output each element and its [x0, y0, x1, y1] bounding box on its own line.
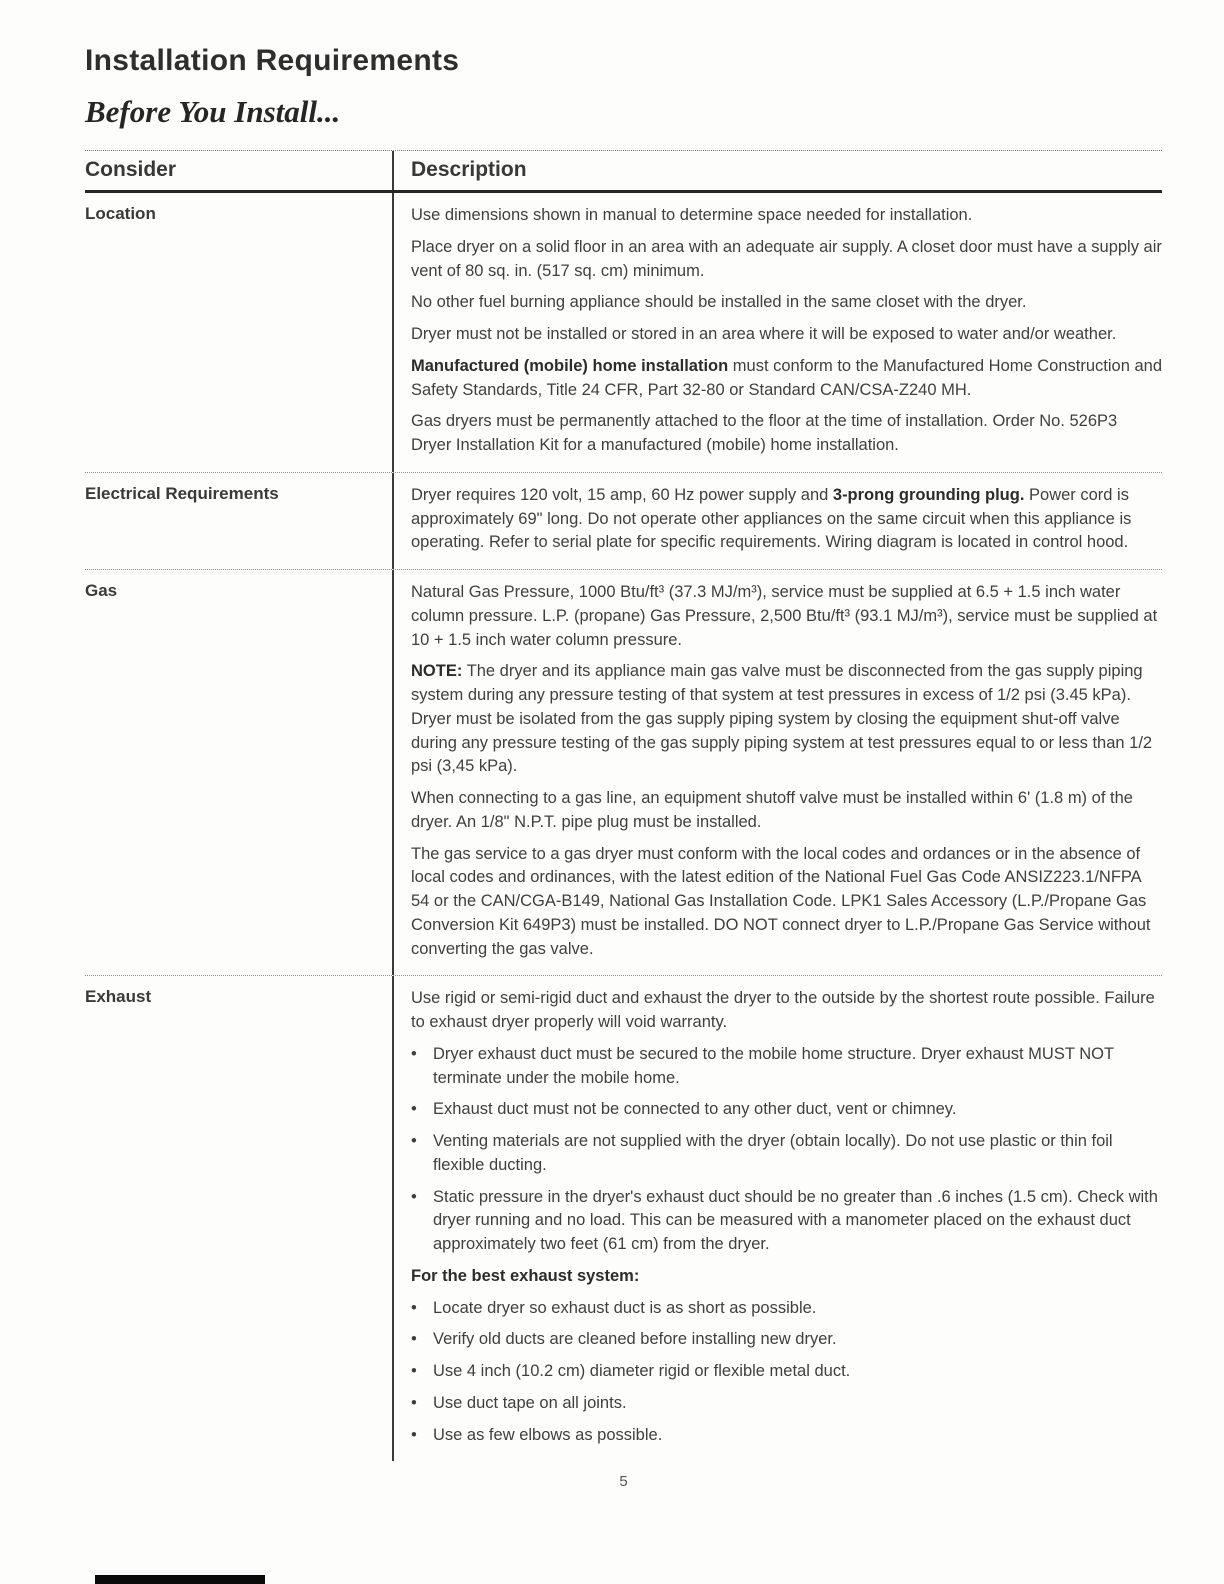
paragraph-text: Manufactured (mobile) home installation must conform to the Manufactured Home Construction and Safety Standards, Title 24 CFR, Part 32-80 or Standard CAN/CSA-Z240 MH.: [411, 356, 1162, 399]
bullet-icon: •: [411, 1132, 417, 1150]
paragraph: [411, 204, 1162, 228]
description-cell: [392, 193, 1162, 472]
requirements-table: [85, 150, 1162, 1461]
paragraph-text: Dryer requires 120 volt, 15 amp, 60 Hz power supply and 3-prong grounding plug. Power cord is approximately 69" long. Do not operate other appliances on the same circuit when this appliance is operating. Refer to serial plate for specific requirements. Wiring diagram is located in control hood.: [411, 485, 1132, 552]
paragraph-text: Use dimensions shown in manual to determine space needed for installation.: [411, 206, 973, 224]
page-number: 5: [619, 1473, 628, 1491]
paragraph: [411, 1265, 1162, 1289]
paragraph-text: NOTE: The dryer and its appliance main gas valve must be disconnected from the gas supply piping system during any pressure testing of that system at test pressures in excess of 1/2 psi (3.45 kPa). Dryer must be isolated from the gas supply piping system by closing the equipment shut-off valve during any pressure testing of the gas supply piping system at test pressures equal to or less than 1/2 psi (3,45 kPa).: [411, 662, 1153, 776]
table-row: [85, 569, 1162, 975]
description-cell: [392, 473, 1162, 569]
page-subtitle: Before You Install...: [85, 94, 341, 129]
paragraph-text: Use duct tape on all joints.: [433, 1393, 627, 1412]
table-row: [85, 472, 1162, 569]
paragraph: [411, 355, 1162, 403]
bullet-item: [411, 1098, 1162, 1122]
bullet-icon: •: [411, 1330, 417, 1349]
bullet-icon: •: [411, 1298, 417, 1317]
page-title: Installation Requirements: [85, 44, 460, 77]
paragraph-text: No other fuel burning appliance should be installed in the same closet with the dryer.: [411, 293, 1027, 312]
bullet-item: [411, 1297, 1162, 1321]
consider-cell: Location: [85, 204, 156, 223]
paragraph-text: The gas service to a gas dryer must conform with the local codes and ordances or in the absence of local codes and ordinances, with the latest edition of the National Fuel Gas Code ANSIZ223.1/NFPA 54 or the CAN/CGA-B149, National Gas Installation Code. LPK1 Sales Accessory (L.P./Propane Gas Conversion Kit 649P3) must be installed. DO NOT connect dryer to L.P./Propane Gas Service without converting the gas valve.: [411, 844, 1151, 958]
bullet-item: [411, 1424, 1162, 1448]
paragraph-text: Exhaust duct must not be connected to any other duct, vent or chimney.: [433, 1100, 957, 1119]
description-cell: [392, 570, 1162, 975]
bullet-item: [411, 1186, 1162, 1257]
table-header-row: [85, 151, 1162, 193]
paragraph-text: Use as few elbows as possible.: [433, 1425, 663, 1444]
paragraph-text: Locate dryer so exhaust duct is as short as possible.: [433, 1298, 817, 1317]
paragraph: [411, 410, 1162, 458]
bullet-icon: •: [411, 1393, 417, 1412]
paragraph-text: Use rigid or semi-rigid duct and exhaust the dryer to the outside by the shortest route possible. Failure to exhaust dryer properly will void warranty.: [411, 989, 1155, 1031]
table-body: [85, 193, 1162, 1461]
paragraph-text: Use 4 inch (10.2 cm) diameter rigid or flexible metal duct.: [433, 1362, 851, 1380]
paragraph: [411, 987, 1162, 1035]
description-cell: [392, 976, 1162, 1461]
paragraph: [411, 236, 1162, 284]
paragraph: [411, 843, 1162, 962]
bullet-item: [411, 1360, 1162, 1384]
header-consider: Consider: [85, 158, 177, 181]
table-row: [85, 975, 1162, 1461]
paragraph: [411, 581, 1162, 652]
header-description: Description: [392, 151, 1162, 190]
paragraph: [411, 660, 1162, 779]
paragraph-text: Static pressure in the dryer's exhaust duct should be no greater than .6 inches (1.5 cm). Check with dryer running and no load. This can be measured with a manometer placed on the exhaust duct approximately two feet (61 cm) from the dryer.: [433, 1187, 1158, 1253]
consider-cell: Exhaust: [85, 987, 152, 1007]
paragraph: [411, 484, 1162, 555]
paragraph-text: Natural Gas Pressure, 1000 Btu/ft³ (37.3 MJ/m³), service must be supplied at 6.5 + 1.5 inch water column pressure. L.P. (propane) Gas Pressure, 2,500 Btu/ft³ (93.1 MJ/m³), service must be supplied at 10 + 1.5 inch water column pressure.: [411, 583, 1158, 649]
bullet-item: [411, 1130, 1162, 1178]
bullet-item: [411, 1328, 1162, 1352]
scan-artifact-bar: [95, 1575, 265, 1584]
table-row: [85, 193, 1162, 472]
paragraph-text: When connecting to a gas line, an equipment shutoff valve must be installed within 6' (1.8 m) of the dryer. An 1/8" N.P.T. pipe plug must be installed.: [411, 789, 1133, 831]
bullet-item: [411, 1392, 1162, 1416]
bullet-icon: •: [411, 1100, 417, 1119]
paragraph-text: Verify old ducts are cleaned before installing new dryer.: [433, 1330, 837, 1349]
paragraph: [411, 291, 1162, 315]
bullet-icon: •: [411, 1187, 417, 1206]
paragraph-text: Gas dryers must be permanently attached to the floor at the time of installation. Order No. 526P3 Dryer Installation Kit for a manufactured (mobile) home installation.: [411, 412, 1118, 454]
paragraph-text: For the best exhaust system:: [411, 1266, 640, 1285]
bullet-icon: •: [411, 1362, 417, 1380]
paragraph: [411, 323, 1162, 347]
bullet-icon: •: [411, 1044, 417, 1063]
consider-cell: Electrical Requirements: [85, 483, 279, 503]
bullet-item: [411, 1043, 1162, 1091]
paragraph: [411, 787, 1162, 835]
paragraph-text: Venting materials are not supplied with the dryer (obtain locally). Do not use plastic or thin foil flexible ducting.: [433, 1132, 1113, 1174]
consider-cell: Gas: [85, 581, 118, 600]
paragraph-text: Dryer exhaust duct must be secured to the mobile home structure. Dryer exhaust MUST NOT terminate under the mobile home.: [433, 1044, 1114, 1087]
paragraph-text: Dryer must not be installed or stored in an area where it will be exposed to water and/or weather.: [411, 325, 1117, 343]
paragraph-text: Place dryer on a solid floor in an area with an adequate air supply. A closet door must have a supply air vent of 80 sq. in. (517 sq. cm) minimum.: [411, 237, 1162, 280]
bullet-icon: •: [411, 1425, 417, 1444]
